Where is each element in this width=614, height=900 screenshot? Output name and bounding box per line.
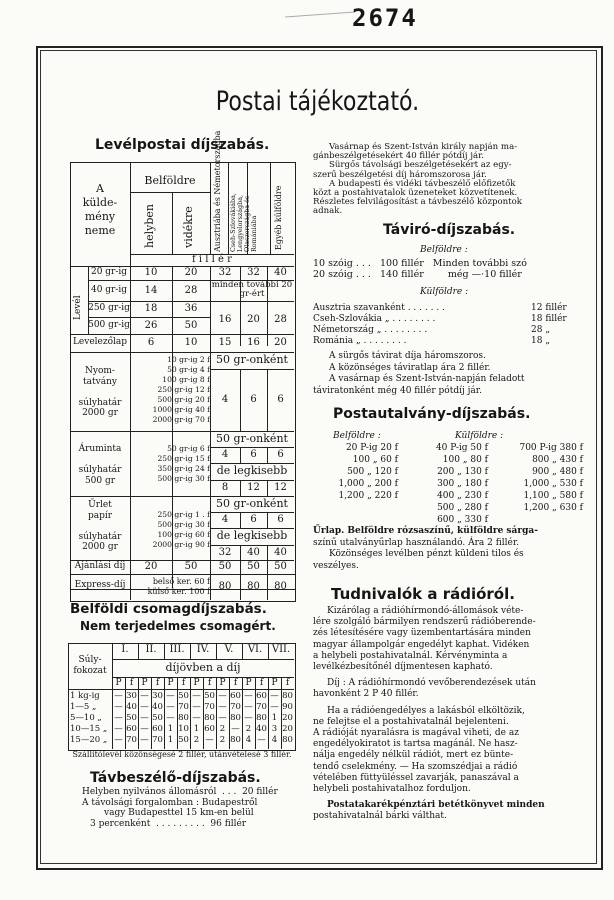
aruminta-cseh: 6	[250, 449, 257, 460]
zone-header: I.	[121, 644, 129, 655]
ajanlasi-label: Ajánlási díj	[74, 561, 126, 571]
parcel-cell: —	[218, 713, 227, 723]
parcel-cell: 1	[167, 724, 174, 734]
parcel-weight: 15—20 „	[70, 735, 108, 745]
filler-subheader: f	[207, 678, 212, 688]
parcel-cell: 80	[256, 713, 267, 723]
further-cseh: 20	[247, 314, 260, 325]
pengo-subheader: P	[271, 678, 278, 688]
filler-subheader: f	[155, 678, 160, 688]
parcel-heading: Belföldi csomagdíjszabás.	[70, 601, 267, 617]
filler-subheader: f	[285, 678, 290, 688]
letter-20-cseh: 32	[247, 267, 260, 278]
levelezolap-videkre: 10	[184, 337, 198, 348]
helyben-header: helyben	[143, 204, 156, 248]
parcel-cell: 70	[178, 702, 189, 712]
ajanlasi-egyeb: 50	[274, 561, 287, 572]
ajanlasi-ausztria: 50	[218, 561, 232, 572]
parcel-cell: 2	[245, 724, 252, 734]
parcel-cell: 40	[152, 702, 163, 712]
radio-text: Kizárólag a rádióhírmondó-állomások véte- lére szolgáló bármilyen rendszerű rádióberende- zés létesítésére vagy üzembentartására minden magyar állampolgár engedélyt kaphat. Vidéken a helybeli postahivatalnál. Kérvényminta a levélkézbesítőnél díjmentesen kapható. Díj : A rádióhírmondó vevőberendezések után havonként 2 P 40 fillér. Ha a rádióengedélyes a lakásból elköltözik, ne felejtse el a postahivatalnál bejelenteni. A rádióját nyaralásra is magával viheti, de az engedélyokiratot is tartsa magánál. Ne hasz- nálja engedély nélkül rádiót, mert ez bünte- tendő cselekmény. — Ha szomszédjai a rádió vételében füttyüléssel zavarják, panaszával a helybeli postahivatalhoz forduljon. Postatakarékpénztári betétkönyvet minden postahivatalnál bárki válthat.	[313, 606, 545, 822]
taviro-country: Románia „ . . . . . . . .	[313, 336, 407, 346]
express-row	[70, 574, 296, 604]
taviro-country: Ausztria szavanként . . . . . . .	[313, 303, 445, 313]
letter-20-egyeb: 40	[274, 267, 287, 278]
letter-20-videkre: 20	[184, 267, 198, 278]
pu-cell: 500 „ 120 f	[347, 467, 398, 477]
parcel-cell: —	[244, 713, 253, 723]
pu-cell: 100 „ 80 f	[442, 455, 488, 465]
urlap-egyeb: 6	[277, 514, 284, 525]
parcel-cell: 80	[230, 735, 241, 745]
aruminta-min-egyeb: 12	[274, 482, 287, 493]
aruminta-min-cseh: 12	[247, 482, 260, 493]
pu-belfoldre: Belföldre :	[333, 431, 381, 441]
taviro-heading: Táviró-díjszabás.	[383, 222, 516, 238]
tav-heading: Távbeszélő-díjszabás.	[90, 770, 261, 786]
pu-cell: 20 P-ig 20 f	[345, 443, 398, 453]
parcel-cell: 50	[204, 691, 215, 701]
aruminta-label: Áruminta súlyhatár 500 gr	[78, 444, 122, 486]
nyomtatvany-egyeb: 6	[277, 394, 284, 405]
pu-cell: 800 „ 430 f	[532, 455, 583, 465]
page-number: 2674	[352, 4, 418, 32]
pu-cell: 900 „ 480 f	[532, 467, 583, 477]
zone-header: IV.	[196, 644, 210, 655]
nyomtatvany-per: 50 gr-onként	[216, 353, 288, 366]
letter-500-helyben: 26	[144, 320, 158, 331]
pengo-subheader: P	[245, 678, 252, 688]
parcel-cell: 70	[126, 735, 137, 745]
parcel-cell: 2	[219, 724, 226, 734]
pu-notes: Űrlap. Belföldre rózsaszínű, külföldre sárga- színű utalványűrlap használandó. Ára 2 fillér. Közönséges levélben pénzt küldeni tilos és veszélyes.	[313, 526, 538, 571]
taviro-price: 18 „	[531, 336, 550, 346]
urlap-weights: 250 gr-ig 1 . f 500 gr-ig 30 f 100 gr-ig 60 f 2000 gr-ig 90 f	[152, 510, 210, 549]
parcel-cell: 30	[126, 691, 137, 701]
weight-40: 40 gr-ig	[90, 285, 128, 295]
urlap-cseh: 6	[250, 514, 257, 525]
filler-subheader: f	[181, 678, 186, 688]
page-title: Postai tájékoztató.	[215, 86, 420, 117]
parcel-cell: —	[140, 713, 149, 723]
nyomtatvany-label: Nyom- tatvány súlyhatár 2000 gr	[78, 366, 122, 418]
taviro-country: Cseh-Szlovákia „ . . . . . . . .	[313, 314, 436, 324]
taviro-belfoldre: Belföldre :	[420, 245, 468, 255]
parcel-cell: —	[244, 702, 253, 712]
letter-20-ausztria: 32	[218, 267, 232, 278]
parcel-cell: —	[114, 713, 123, 723]
parcel-cell: 40	[256, 724, 267, 734]
taviro-notes: A sürgős távirat díja háromszoros. A közönséges táviratlap ára 2 fillér. A vasárnap és Szent-István-napján feladott táviratonként még 40 fillér pótdíj jár.	[313, 351, 525, 396]
parcel-cell: —	[218, 691, 227, 701]
weight-250: 250 gr-ig	[88, 303, 130, 313]
express-cseh: 80	[247, 581, 260, 592]
nyomtatvany-cseh: 6	[250, 394, 257, 405]
aruminta-ausztria: 4	[221, 449, 229, 460]
ajanlasi-videkre: 50	[184, 561, 198, 572]
parcel-weight: 5—10 „	[70, 713, 102, 723]
pengo-subheader: P	[219, 678, 226, 688]
urlap-min: de legkisebb	[216, 529, 288, 542]
taviro-kulfoldre: Külföldre :	[420, 287, 469, 297]
pu-kulfoldre: Külföldre :	[455, 431, 504, 441]
parcel-cell: 30	[152, 691, 163, 701]
pu-cell: 500 „ 280 f	[437, 503, 488, 513]
parcel-cell: —	[218, 702, 227, 712]
zone-header: II.	[145, 644, 157, 655]
unit-filler: f i l l é r	[192, 254, 232, 265]
filler-subheader: f	[233, 678, 238, 688]
nyomtatvany-ausztria: 4	[221, 394, 229, 405]
parcel-cell: —	[244, 691, 253, 701]
zone-header: III.	[169, 644, 185, 655]
radio-heading: Tudnivalók a rádióról.	[331, 585, 515, 603]
parcel-cell: 80	[282, 691, 293, 701]
pu-cell: 40 P-ig 50 f	[435, 443, 488, 453]
urlap-min-cseh: 40	[247, 547, 260, 558]
pengo-subheader: P	[141, 678, 148, 688]
parcel-cell: —	[114, 691, 123, 701]
parcel-cell: —	[257, 735, 266, 745]
tav-lines: Helyben nyilvános állomásról . . . 20 fillér A távolsági forgalomban : Budapestről vagy Budapesttel 15 km-en belül 3 percenként . . . . . . . . . 96 fillér	[82, 787, 278, 829]
parcel-cell: 4	[271, 735, 278, 745]
zone-header: V.	[224, 644, 234, 655]
urlap-per: 50 gr-onként	[216, 497, 288, 510]
parcel-cell: 70	[152, 735, 163, 745]
further-ausztria: 16	[218, 314, 232, 325]
pu-cell: 1,200 „ 630 f	[523, 503, 583, 513]
levelezolap-egyeb: 20	[274, 337, 287, 348]
parcel-cell: —	[192, 691, 201, 701]
pengo-subheader: P	[193, 678, 200, 688]
parcel-note: Szállítólevél közönségesé 2 fillér, utánvételesé 3 fillér.	[72, 750, 292, 759]
zone-header: VI.	[247, 644, 263, 655]
parcel-cell: 1	[271, 713, 278, 723]
parcel-cell: 20	[282, 713, 293, 723]
parcel-cell: —	[140, 702, 149, 712]
parcel-cell: 50	[178, 691, 189, 701]
pengo-subheader: P	[167, 678, 174, 688]
levelezolap-cseh: 16	[247, 337, 260, 348]
parcel-cell: 60	[230, 691, 241, 701]
letter-40-videkre: 28	[184, 285, 198, 296]
taviro-belfoldre-lines: 10 szóig . . . 100 fillér Minden további szó 20 szóig . . . 140 fillér még —·10 fillér	[313, 258, 527, 280]
aruminta-per: 50 gr-onként	[216, 432, 288, 445]
urlap-min-ausztria: 32	[218, 547, 232, 558]
further-egyeb: 28	[274, 314, 287, 325]
ajanlasi-helyben: 20	[144, 561, 158, 572]
parcel-cell: 80	[230, 713, 241, 723]
weight-20: 20 gr-ig	[90, 267, 128, 277]
parcel-cell: 90	[282, 702, 293, 712]
taviro-country: Németország „ . . . . . . . .	[313, 325, 428, 335]
parcel-cell: 80	[282, 735, 293, 745]
letter-500-videkre: 50	[184, 320, 198, 331]
weight-500: 500 gr-ig	[88, 320, 130, 330]
pengo-subheader: P	[115, 678, 122, 688]
pu-cell: 600 „ 330 f	[437, 515, 488, 525]
parcel-cell: —	[192, 702, 201, 712]
urlap-ausztria: 4	[221, 514, 229, 525]
urlap-label: Űrlet papír súlyhatár 2000 gr	[78, 500, 122, 552]
pencil-mark	[285, 12, 355, 18]
parcel-cell: 4	[245, 735, 252, 745]
parcel-cell: —	[114, 724, 123, 734]
urlap-min-egyeb: 40	[274, 547, 287, 558]
parcel-cell: 70	[204, 702, 215, 712]
level-label: Levél	[73, 295, 83, 320]
taviro-price: 28 „	[531, 325, 550, 335]
telephone-intro: Vasárnap és Szent-István király napján ma- gánbeszélgetésekért 40 fillér pótdíj jár. Sürgős távolsági beszélgetésekért az egy- szerű beszélgetési díj háromszorosa jár. A budapesti és vidéki távbeszélő előfizetők közt a postahivatalok üzeneteket közvetítenek. Részletes felvilágosítást a távbeszélő központok adnak.	[313, 142, 523, 217]
express-egyeb: 80	[274, 581, 287, 592]
filler-subheader: f	[259, 678, 264, 688]
letter-heading: Levélpostai díjszabás.	[95, 137, 270, 153]
each-further: minden további 20 gr-ért	[211, 280, 293, 299]
levelezolap-helyben: 6	[147, 337, 155, 348]
pu-cell: 400 „ 230 f	[437, 491, 488, 501]
pu-cell: 100 „ 60 f	[352, 455, 398, 465]
letter-250-helyben: 18	[144, 303, 158, 314]
parcel-cell: 50	[178, 735, 189, 745]
parcel-cell: 2	[193, 735, 200, 745]
parcel-cell: 3	[271, 724, 278, 734]
parcel-cell: 2	[219, 735, 226, 745]
pu-cell: 700 P-ig 380 f	[519, 443, 583, 453]
parcel-rate-table	[68, 643, 296, 751]
parcel-cell: —	[140, 724, 149, 734]
parcel-cell: 40	[126, 702, 137, 712]
parcel-cell: —	[114, 735, 123, 745]
levelezolap-ausztria: 15	[218, 337, 232, 348]
cseh-header: Cseh-Szlovákiába, Lengyelországba, Olaszországba és Romániába	[229, 193, 258, 252]
parcel-cell: —	[166, 702, 175, 712]
zone-header: VII.	[271, 644, 291, 655]
express-ausztria: 80	[218, 581, 232, 592]
parcel-cell: —	[166, 691, 175, 701]
parcel-weight: 1—5 „	[70, 702, 97, 712]
parcel-cell: 70	[256, 702, 267, 712]
parcel-cell: 60	[204, 724, 215, 734]
letter-20-helyben: 10	[144, 267, 158, 278]
parcel-weight: 1 kg-ig	[70, 691, 100, 701]
parcel-cell: 20	[282, 724, 293, 734]
videkre-header: vidékre	[182, 206, 195, 248]
parcel-cell: —	[166, 713, 175, 723]
pu-cell: 200 „ 130 f	[437, 467, 488, 477]
aruminta-min-ausztria: 8	[221, 482, 229, 493]
parcel-cell: 1	[193, 724, 200, 734]
aruminta-weights: 50 gr-ig 6 f 250 gr-ig 15 f 350 gr-ig 24 f 500 gr-ig 30 f	[157, 444, 210, 483]
parcel-weight: 10—15 „	[70, 724, 108, 734]
parcel-cell: 80	[178, 713, 189, 723]
pu-cell: 1,000 „ 530 f	[523, 479, 583, 489]
aruminta-egyeb: 6	[277, 449, 284, 460]
item-header: A külde- mény neme	[82, 182, 118, 237]
express-label: Express-díj	[74, 580, 126, 590]
parcel-cell: 80	[204, 713, 215, 723]
parcel-dijoveben: díjövben a díj	[165, 661, 241, 674]
parcel-cell: —	[231, 724, 240, 734]
pu-cell: 1,100 „ 580 f	[523, 491, 583, 501]
taviro-price: 18 fillér	[531, 314, 567, 324]
pu-cell: 1,000 „ 200 f	[338, 479, 398, 489]
parcel-cell: 10	[178, 724, 189, 734]
parcel-cell: 60	[256, 691, 267, 701]
parcel-cell: —	[114, 702, 123, 712]
parcel-cell: 50	[152, 713, 163, 723]
parcel-cell: 1	[167, 735, 174, 745]
parcel-cell: 60	[152, 724, 163, 734]
letter-40-helyben: 14	[144, 285, 158, 296]
parcel-cell: —	[205, 735, 214, 745]
parcel-suly-header: Súly- fokozat	[73, 655, 107, 676]
parcel-cell: —	[270, 691, 279, 701]
nyomtatvany-weights: 10 gr-ig 2 f 50 gr-ig 4 f 100 gr-ig 8 f 250 gr-ig 12 f 500 gr-ig 20 f 1000 gr-ig 40 f 2000 gr-ig 70 f	[152, 355, 210, 424]
parcel-cell: —	[140, 691, 149, 701]
parcel-subheading: Nem terjedelmes csomagért.	[80, 619, 276, 633]
belfoldre-header: Belföldre	[144, 174, 196, 187]
aruminta-min: de legkisebb	[216, 464, 288, 477]
parcel-cell: 70	[230, 702, 241, 712]
parcel-cell: 60	[126, 724, 137, 734]
parcel-cell: —	[270, 702, 279, 712]
austria-header: Ausztriába és Németországba	[213, 130, 222, 252]
postautal-heading: Postautalvány-díjszabás.	[333, 406, 531, 422]
taviro-price: 12 fillér	[531, 303, 567, 313]
ajanlasi-cseh: 50	[247, 561, 260, 572]
pu-cell: 300 „ 180 f	[437, 479, 488, 489]
egyeb-header: Egyéb külföldre	[274, 185, 283, 250]
express-sub: belső ker. 60 f külső ker. 100 f	[147, 577, 210, 596]
pu-cell: 1,200 „ 220 f	[338, 491, 398, 501]
parcel-cell: —	[192, 713, 201, 723]
filler-subheader: f	[129, 678, 134, 688]
levelezolap-label: Levelezőlap	[72, 337, 128, 347]
parcel-cell: —	[140, 735, 149, 745]
letter-250-videkre: 36	[184, 303, 198, 314]
parcel-cell: 50	[126, 713, 137, 723]
